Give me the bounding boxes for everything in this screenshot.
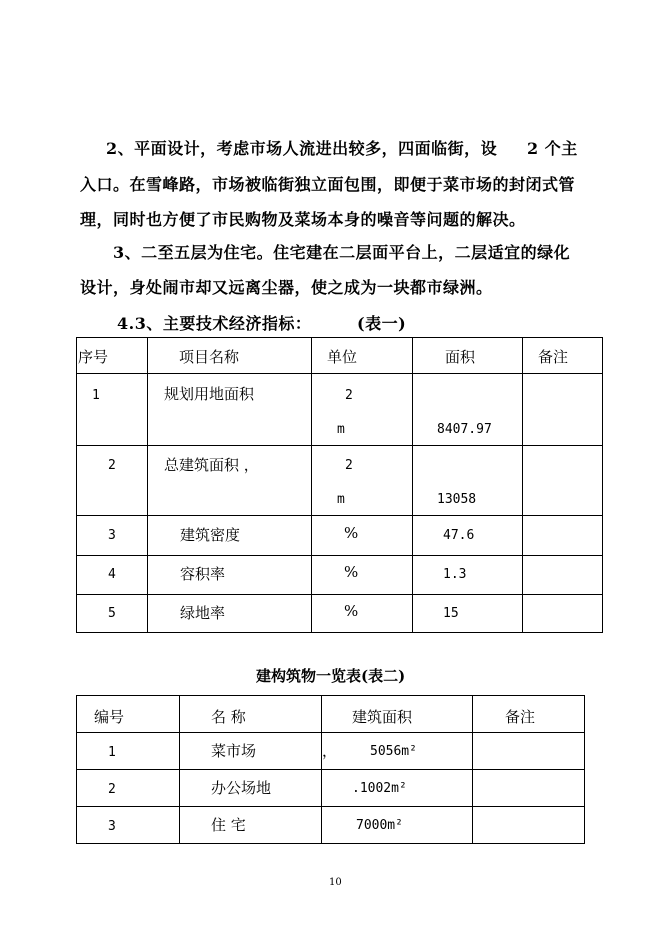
table-1-row-4-name: 容积率 [180,565,226,583]
paragraph-2-line-2: 设计，身处闹市却又远离尘器，使之成为一块都市绿洲。 [80,278,493,297]
paragraph-1-line-1-text: 2、平面设计，考虑市场人流进出较多，四面临街，设 [106,139,498,158]
table-1-col-divider [311,337,312,632]
paragraph-2-line-1: 3、二至五层为住宅。住宅建在二层面平台上，二层适宜的绿化 [113,243,571,262]
table-2-header-no: 编号 [94,708,125,726]
table-1-row-5-name: 绿地率 [180,604,226,622]
table-1-row-divider [76,555,603,556]
table-2-row-divider [76,732,585,733]
table-2-row-3-name: 住 宅 [211,816,246,834]
table-1-header-note: 备注 [538,348,569,366]
table-1-row-5-unit: % [344,602,359,620]
table-2-row-1-name: 菜市场 [211,742,257,760]
table-1-col-divider [522,337,523,632]
table-1-row-2-unit-sup: 2 [345,458,353,473]
table-1-row-4-no: 4 [108,567,116,582]
table-1-header-name: 项目名称 [179,348,240,366]
table-1-row-divider [76,373,603,374]
table-1-col-divider [147,337,148,632]
table-1-row-1-unit: m [337,422,345,437]
table-2-header-note: 备注 [505,708,536,726]
table-2-row-1-area: 5056m² [370,744,417,759]
table-2-row-3-area: 7000m² [356,818,403,833]
table-2-header-name: 名 称 [211,708,246,726]
table-1-header-no: 序号 [78,348,109,366]
table-1-row-5-area: 15 [443,606,459,621]
table-1-row-1-no: 1 [92,388,100,403]
table-1-row-divider [76,594,603,595]
table-1-row-4-unit: % [344,563,359,581]
table-2-caption: 建构筑物一览表(表二) [256,667,406,685]
table-2-row-3-no: 3 [108,819,116,834]
section-table-ref: (表一) [357,314,407,333]
table-2-row-2-name: 办公场地 [211,779,272,797]
table-1-row-3-area: 47.6 [443,528,475,543]
table-1-border [76,337,603,633]
table-1-row-2-no: 2 [108,458,116,473]
table-1-row-2-unit: m [337,492,345,507]
section-heading: 4.3、主要技术经济指标： [117,314,312,333]
table-1-row-divider [76,515,603,516]
paragraph-1-line-2: 入口。在雪峰路，市场被临街独立面包围，即便于菜市场的封闭式管 [80,175,576,194]
table-2-row-1-no: 1 [108,745,116,760]
paragraph-1-line-1 [106,136,497,159]
table-2-row-2-no: 2 [108,782,116,797]
table-1-col-divider [412,337,413,632]
paragraph-1-line-3: 理，同时也方便了市民购物及菜场本身的噪音等问题的解决。 [80,210,526,229]
table-1-row-1-name: 规划用地面积 [164,385,255,403]
table-1-row-3-no: 3 [108,528,116,543]
table-2-header-area: 建筑面积 [352,708,413,726]
table-1-row-2-name: 总建筑面积 ， [164,456,259,474]
table-1-row-2-area: 13058 [437,492,477,507]
table-1-row-3-name: 建筑密度 [180,526,241,544]
table-1-row-1-unit-sup: 2 [345,388,353,403]
paragraph-1-line-1-tail: 2 个主 [527,139,578,158]
table-1-row-divider [76,445,603,446]
table-2-row-2-area: .1002m² [352,781,407,796]
page-number: 10 [329,877,342,888]
table-1-row-1-area: 8407.97 [437,422,492,437]
table-1-header-unit: 单位 [327,348,358,366]
table-1-row-5-no: 5 [108,606,116,621]
table-1-header-area: 面积 [445,348,476,366]
table-1-row-3-unit: % [344,524,359,542]
table-2-row-divider [76,769,585,770]
table-1-row-4-area: 1.3 [443,567,467,582]
table-2-row-divider [76,806,585,807]
table-2-row-1-prefix: ， [322,742,338,760]
